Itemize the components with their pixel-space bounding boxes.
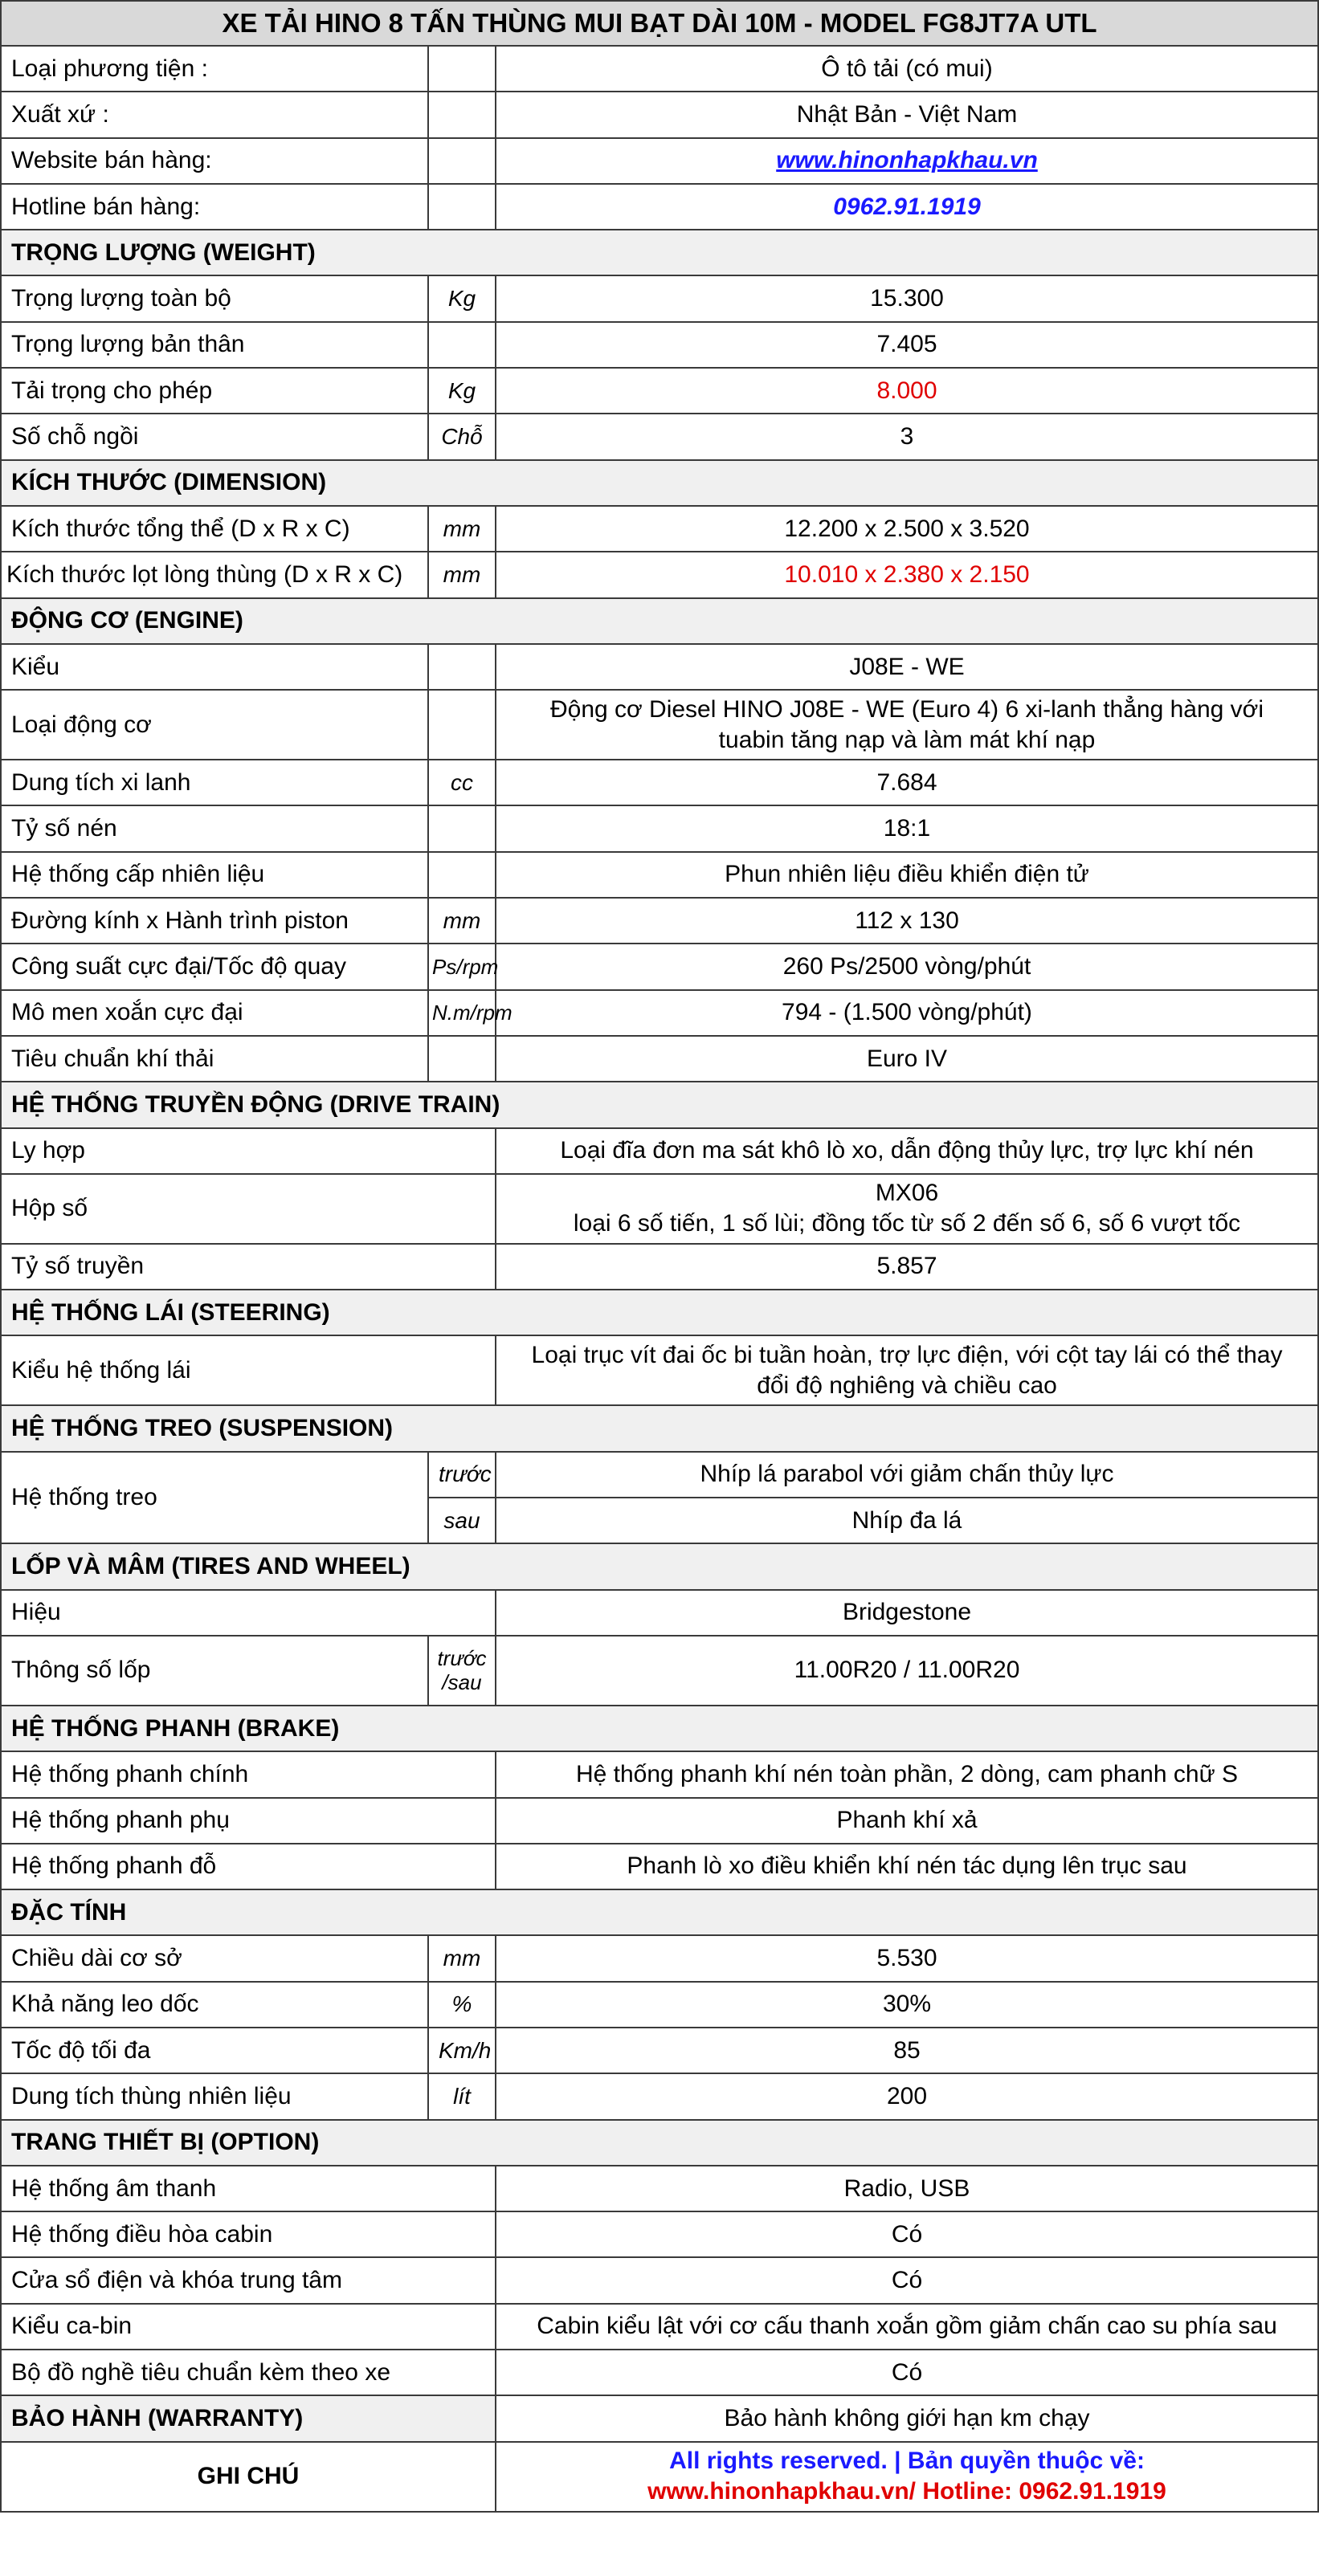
website-link[interactable]: www.hinonhapkhau.vn — [496, 138, 1318, 184]
row-label: Kích thước lọt lòng thùng (D x R x C) — [1, 552, 428, 597]
table-row — [1, 1798, 1318, 1844]
row-unit: Km/h — [428, 2028, 496, 2073]
table-row — [1, 184, 1318, 230]
table-row — [1, 138, 1318, 184]
row-unit: mm — [428, 506, 496, 552]
table-row — [1, 990, 1318, 1036]
row-value — [496, 1174, 1318, 1244]
section-header-engine: ĐỘNG CƠ (ENGINE) — [1, 598, 1318, 644]
row-unit — [428, 1036, 496, 1082]
table-row — [1, 552, 1318, 597]
section-row — [1, 1543, 1318, 1589]
table-row — [1, 1244, 1318, 1290]
section-row — [1, 1706, 1318, 1751]
table-row — [1, 2304, 1318, 2350]
row-label: Trọng lượng bản thân — [1, 322, 428, 368]
row-unit: mm — [428, 552, 496, 597]
value-line: MX06 — [875, 1180, 939, 1207]
row-unit — [428, 644, 496, 690]
row-value: 260 Ps/2500 vòng/phút — [496, 944, 1318, 989]
row-unit: Chỗ — [428, 414, 496, 459]
row-unit: lít — [428, 2073, 496, 2119]
row-unit — [428, 92, 496, 137]
row-value: Ô tô tải (có mui) — [496, 46, 1318, 92]
section-row — [1, 1082, 1318, 1127]
section-row — [1, 1405, 1318, 1451]
section-header-brake: HỆ THỐNG PHANH (BRAKE) — [1, 1706, 1318, 1751]
row-value: 11.00R20 / 11.00R20 — [496, 1636, 1318, 1706]
row-unit: N.m/rpm — [428, 990, 496, 1036]
table-row — [1, 1036, 1318, 1082]
row-label: Hiệu — [1, 1590, 496, 1636]
table-row — [1, 92, 1318, 137]
row-label: Khả năng leo dốc — [1, 1982, 428, 2028]
row-label: Hệ thống treo — [1, 1452, 428, 1544]
table-row — [1, 898, 1318, 944]
warranty-label: BẢO HÀNH (WARRANTY) — [1, 2395, 496, 2441]
row-label: Chiều dài cơ sở — [1, 1935, 428, 1981]
table-row — [1, 2073, 1318, 2119]
row-value: 112 x 130 — [496, 898, 1318, 944]
row-value: 7.684 — [496, 760, 1318, 805]
row-value: Bridgestone — [496, 1590, 1318, 1636]
row-label: Đường kính x Hành trình piston — [1, 898, 428, 944]
row-label: Kiểu ca-bin — [1, 2304, 496, 2350]
table-row — [1, 1935, 1318, 1981]
row-value: Phanh lò xo điều khiển khí nén tác dụng lên trục sau — [496, 1844, 1318, 1889]
row-value: 15.300 — [496, 275, 1318, 321]
row-value: Có — [496, 2257, 1318, 2303]
section-header-suspension: HỆ THỐNG TREO (SUSPENSION) — [1, 1405, 1318, 1451]
row-value: 85 — [496, 2028, 1318, 2073]
section-header-options: TRANG THIẾT BỊ (OPTION) — [1, 2120, 1318, 2166]
row-value: Phun nhiên liệu điều khiển điện tử — [496, 852, 1318, 898]
row-value: Radio, USB — [496, 2166, 1318, 2211]
section-header-weight: TRỌNG LƯỢNG (WEIGHT) — [1, 230, 1318, 275]
row-unit: trước /sau — [428, 1636, 496, 1706]
row-label: Cửa sổ điện và khóa trung tâm — [1, 2257, 496, 2303]
row-label: Hệ thống phanh đỗ — [1, 1844, 496, 1889]
row-label: Ly hợp — [1, 1128, 496, 1174]
table-row — [1, 46, 1318, 92]
table-row — [1, 1174, 1318, 1244]
value-line: Động cơ Diesel HINO J08E - WE (Euro 4) 6 xi-lanh thẳng hàng với — [549, 695, 1264, 723]
value-line: tuabin tăng nạp và làm mát khí nạp — [718, 726, 1096, 753]
row-value: Có — [496, 2350, 1318, 2395]
row-value — [496, 690, 1318, 760]
row-label: Website bán hàng: — [1, 138, 428, 184]
table-row — [1, 760, 1318, 805]
table-row — [1, 644, 1318, 690]
row-value: Nhíp đa lá — [496, 1498, 1318, 1543]
note-label: GHI CHÚ — [1, 2442, 496, 2512]
section-row — [1, 460, 1318, 506]
table-row — [1, 2257, 1318, 2303]
row-unit: Kg — [428, 275, 496, 321]
row-label: Hệ thống phanh phụ — [1, 1798, 496, 1844]
row-label: Dung tích thùng nhiên liệu — [1, 2073, 428, 2119]
row-unit — [428, 690, 496, 760]
row-value-highlight: 10.010 x 2.380 x 2.150 — [496, 552, 1318, 597]
row-label: Xuất xứ : — [1, 92, 428, 137]
table-row — [1, 805, 1318, 851]
table-row — [1, 690, 1318, 760]
value-line: loại 6 số tiến, 1 số lùi; đồng tốc từ số 2 đến số 6, số 6 vượt tốc — [573, 1210, 1241, 1237]
table-row — [1, 1751, 1318, 1797]
row-value: J08E - WE — [496, 644, 1318, 690]
row-label: Tỷ số nén — [1, 805, 428, 851]
row-label: Kiểu hệ thống lái — [1, 1335, 496, 1405]
row-label: Thông số lốp — [1, 1636, 428, 1706]
row-label: Kích thước tổng thể (D x R x C) — [1, 506, 428, 552]
row-value: 794 - (1.500 vòng/phút) — [496, 990, 1318, 1036]
table-row — [1, 852, 1318, 898]
row-label: Mô men xoắn cực đại — [1, 990, 428, 1036]
row-unit — [428, 138, 496, 184]
row-value: Cabin kiểu lật với cơ cấu thanh xoắn gồm giảm chấn cao su phía sau — [496, 2304, 1318, 2350]
table-row — [1, 2211, 1318, 2257]
warranty-value: Bảo hành không giới hạn km chạy — [496, 2395, 1318, 2441]
copyright-line: All rights reserved. | Bản quyền thuộc về: — [669, 2448, 1145, 2475]
row-label: Bộ đồ nghề tiêu chuẩn kèm theo xe — [1, 2350, 496, 2395]
row-value: 18:1 — [496, 805, 1318, 851]
row-label: Hệ thống điều hòa cabin — [1, 2211, 496, 2257]
row-unit: mm — [428, 1935, 496, 1981]
section-header-features: ĐẶC TÍNH — [1, 1889, 1318, 1935]
table-title: XE TẢI HINO 8 TẤN THÙNG MUI BẠT DÀI 10M - MODEL FG8JT7A UTL — [1, 1, 1318, 46]
row-unit — [428, 852, 496, 898]
row-value: Euro IV — [496, 1036, 1318, 1082]
note-row — [1, 2442, 1318, 2512]
table-row — [1, 2028, 1318, 2073]
section-header-tires: LỐP VÀ MÂM (TIRES AND WHEEL) — [1, 1543, 1318, 1589]
table-row — [1, 506, 1318, 552]
row-value: 12.200 x 2.500 x 3.520 — [496, 506, 1318, 552]
row-value: 3 — [496, 414, 1318, 459]
row-value: 5.857 — [496, 1244, 1318, 1290]
table-row — [1, 2166, 1318, 2211]
row-unit — [428, 322, 496, 368]
section-row — [1, 2120, 1318, 2166]
table-row — [1, 2350, 1318, 2395]
table-row — [1, 1982, 1318, 2028]
value-line: Loại trục vít đai ốc bi tuần hoàn, trợ lực điện, với cột tay lái có thể thay — [531, 1341, 1283, 1368]
row-label: Hộp số — [1, 1174, 496, 1244]
row-value: Phanh khí xả — [496, 1798, 1318, 1844]
row-label: Hệ thống âm thanh — [1, 2166, 496, 2211]
row-unit: cc — [428, 760, 496, 805]
row-label: Loại phương tiện : — [1, 46, 428, 92]
row-unit: Ps/rpm — [428, 944, 496, 989]
table-row — [1, 322, 1318, 368]
row-unit: Kg — [428, 368, 496, 414]
row-label: Công suất cực đại/Tốc độ quay — [1, 944, 428, 989]
table-row — [1, 944, 1318, 989]
row-unit: % — [428, 1982, 496, 2028]
section-header-steering: HỆ THỐNG LÁI (STEERING) — [1, 1290, 1318, 1335]
row-value: 5.530 — [496, 1935, 1318, 1981]
row-value-highlight: 8.000 — [496, 368, 1318, 414]
row-unit — [428, 46, 496, 92]
row-label: Tỷ số truyền — [1, 1244, 496, 1290]
row-label: Trọng lượng toàn bộ — [1, 275, 428, 321]
row-label: Tải trọng cho phép — [1, 368, 428, 414]
row-value: 7.405 — [496, 322, 1318, 368]
row-value: 200 — [496, 2073, 1318, 2119]
website-hotline-line[interactable]: www.hinonhapkhau.vn/ Hotline: 0962.91.1919 — [647, 2478, 1166, 2505]
row-label: Hệ thống cấp nhiên liệu — [1, 852, 428, 898]
section-row — [1, 1889, 1318, 1935]
row-label: Số chỗ ngồi — [1, 414, 428, 459]
note-value — [496, 2442, 1318, 2512]
row-value: Loại đĩa đơn ma sát khô lò xo, dẫn động thủy lực, trợ lực khí nén — [496, 1128, 1318, 1174]
row-value — [496, 1335, 1318, 1405]
table-row — [1, 1335, 1318, 1405]
row-label: Hệ thống phanh chính — [1, 1751, 496, 1797]
warranty-row — [1, 2395, 1318, 2441]
title-row — [1, 1, 1318, 46]
row-label: Kiểu — [1, 644, 428, 690]
row-unit — [428, 184, 496, 230]
table-row — [1, 1452, 1318, 1498]
row-label: Tốc độ tối đa — [1, 2028, 428, 2073]
row-value: Nhật Bản - Việt Nam — [496, 92, 1318, 137]
section-row — [1, 598, 1318, 644]
row-value: Nhíp lá parabol với giảm chấn thủy lực — [496, 1452, 1318, 1498]
section-row — [1, 230, 1318, 275]
row-value: Có — [496, 2211, 1318, 2257]
table-row — [1, 275, 1318, 321]
section-header-drivetrain: HỆ THỐNG TRUYỀN ĐỘNG (DRIVE TRAIN) — [1, 1082, 1318, 1127]
row-unit: sau — [428, 1498, 496, 1543]
row-label: Hotline bán hàng: — [1, 184, 428, 230]
row-label: Dung tích xi lanh — [1, 760, 428, 805]
row-unit: trước — [428, 1452, 496, 1498]
table-row — [1, 1590, 1318, 1636]
table-row — [1, 1128, 1318, 1174]
hotline-value: 0962.91.1919 — [496, 184, 1318, 230]
section-row — [1, 1290, 1318, 1335]
value-line: đổi độ nghiêng và chiều cao — [757, 1372, 1057, 1399]
table-row — [1, 414, 1318, 459]
row-value: Hệ thống phanh khí nén toàn phần, 2 dòng, cam phanh chữ S — [496, 1751, 1318, 1797]
row-label: Loại động cơ — [1, 690, 428, 760]
table-row — [1, 1636, 1318, 1706]
table-row — [1, 1844, 1318, 1889]
row-value: 30% — [496, 1982, 1318, 2028]
row-unit — [428, 805, 496, 851]
row-label: Tiêu chuẩn khí thải — [1, 1036, 428, 1082]
row-unit: mm — [428, 898, 496, 944]
table-row — [1, 368, 1318, 414]
section-header-dimension: KÍCH THƯỚC (DIMENSION) — [1, 460, 1318, 506]
